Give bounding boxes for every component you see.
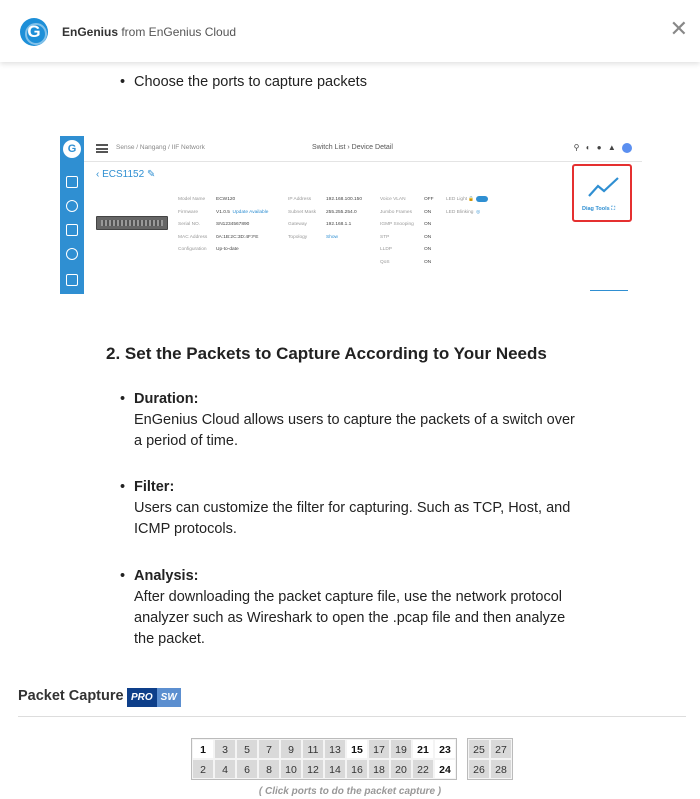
bullet-line: After downloading the packet capture file, use the network protocol bbox=[134, 589, 563, 605]
port-14[interactable]: 14 bbox=[324, 759, 346, 779]
monitor-icon bbox=[66, 176, 78, 188]
bullet-line: the packet. bbox=[134, 631, 205, 647]
grid-icon bbox=[66, 224, 78, 236]
info-label: Gateway bbox=[288, 222, 307, 227]
badge-sw: SW bbox=[157, 688, 181, 707]
port-2[interactable]: 2 bbox=[192, 759, 214, 779]
info-value: SN1234567890 bbox=[216, 222, 250, 227]
info-value: 0A:1B:2C:3D:4F:FE bbox=[216, 234, 259, 240]
phone-icon bbox=[66, 274, 78, 286]
bullet-dot: • bbox=[120, 74, 126, 90]
port-15[interactable]: 15 bbox=[346, 739, 368, 759]
info-label: IP Address bbox=[288, 197, 312, 202]
close-icon[interactable]: ✕ bbox=[669, 16, 688, 41]
info-label: Firmware bbox=[178, 209, 198, 215]
engenius-logo-icon: G bbox=[20, 18, 48, 46]
switch-image bbox=[96, 216, 168, 230]
screenshot-col1-labels bbox=[178, 194, 207, 257]
bullet-text: Choose the ports to capture packets bbox=[134, 74, 367, 90]
bullet-dot: • bbox=[120, 391, 126, 407]
firmware-value: V1.0.5 bbox=[216, 209, 230, 215]
port-19[interactable]: 19 bbox=[390, 739, 412, 759]
port-21[interactable]: 21 bbox=[412, 739, 434, 759]
led-light-row bbox=[446, 194, 488, 207]
info-value: 192.168.100.150 bbox=[326, 197, 363, 202]
port-5[interactable]: 5 bbox=[236, 739, 258, 759]
bullet-choose-ports bbox=[120, 72, 367, 93]
info-label: LLDP bbox=[380, 247, 392, 252]
info-label: Serial NO. bbox=[178, 222, 201, 227]
port-11[interactable]: 11 bbox=[302, 739, 324, 759]
port-25[interactable]: 25 bbox=[468, 739, 490, 759]
packet-capture-title: Packet Capture bbox=[18, 688, 124, 704]
info-value: ON bbox=[424, 222, 432, 227]
led-blinking-row bbox=[446, 207, 488, 220]
topology-show-link[interactable]: Show bbox=[326, 234, 338, 240]
port-24[interactable]: 24 bbox=[434, 759, 456, 779]
device-detail-screenshot bbox=[60, 136, 642, 294]
bullet-duration bbox=[120, 389, 575, 452]
info-value: ON bbox=[424, 209, 432, 215]
port-grid-sfp bbox=[467, 738, 513, 780]
bullet-label: Duration: bbox=[134, 391, 199, 407]
info-value: ECW120 bbox=[216, 197, 236, 202]
menu-icon bbox=[96, 144, 108, 153]
info-value: ON bbox=[424, 234, 432, 240]
bullet-line: a period of time. bbox=[134, 433, 238, 449]
bullet-line: analyzer such as Wireshark to open the .pcap file and then analyze bbox=[134, 610, 566, 626]
port-1[interactable]: 1 bbox=[192, 739, 214, 759]
chart-line-icon bbox=[588, 176, 620, 198]
info-label: QoS bbox=[380, 259, 390, 265]
port-hint: ( Click ports to do the packet capture ) bbox=[258, 786, 442, 797]
screenshot-col2-values bbox=[326, 194, 362, 244]
info-label: Configuration bbox=[178, 247, 207, 252]
port-7[interactable]: 7 bbox=[258, 739, 280, 759]
info-value: 255.255.254.0 bbox=[326, 209, 357, 215]
info-label: Subnet Mask bbox=[288, 209, 316, 215]
info-label: Model Name bbox=[178, 197, 206, 202]
port-13[interactable]: 13 bbox=[324, 739, 346, 759]
info-value: 192.168.1.1 bbox=[326, 222, 352, 227]
pro-sw-badge bbox=[127, 688, 181, 707]
port-10[interactable]: 10 bbox=[280, 759, 302, 779]
port-17[interactable]: 17 bbox=[368, 739, 390, 759]
screenshot-underline bbox=[590, 290, 628, 291]
screenshot-sidebar bbox=[60, 136, 84, 294]
screenshot-col2-labels bbox=[288, 194, 316, 244]
bullet-line: ICMP protocols. bbox=[134, 521, 237, 537]
info-label: Voice VLAN bbox=[380, 197, 406, 202]
port-27[interactable]: 27 bbox=[490, 739, 512, 759]
bullet-label: Filter: bbox=[134, 479, 175, 495]
bullet-line: EnGenius Cloud allows users to capture the packets of a switch over bbox=[134, 412, 575, 428]
port-20[interactable]: 20 bbox=[390, 759, 412, 779]
port-3[interactable]: 3 bbox=[214, 739, 236, 759]
cloud-icon bbox=[66, 248, 78, 260]
info-label: IGMP Snooping bbox=[380, 222, 414, 227]
bullet-dot: • bbox=[120, 479, 126, 495]
screenshot-col1-values bbox=[216, 194, 268, 257]
info-value: Up-to-date bbox=[216, 247, 239, 252]
dialog-header bbox=[0, 0, 700, 62]
update-available-link[interactable]: Update Available bbox=[232, 209, 269, 215]
divider bbox=[18, 716, 686, 717]
bullet-label: Analysis: bbox=[134, 568, 199, 584]
info-label: Jumbo Frames bbox=[380, 209, 412, 215]
port-16[interactable]: 16 bbox=[346, 759, 368, 779]
info-value: ON bbox=[424, 259, 432, 265]
port-12[interactable]: 12 bbox=[302, 759, 324, 779]
bullet-analysis bbox=[120, 566, 566, 650]
info-label: Topology bbox=[288, 234, 308, 240]
bullet-line: Users can customize the filter for capturing. Such as TCP, Host, and bbox=[134, 500, 571, 516]
sidebar-logo-icon: G bbox=[63, 140, 81, 158]
info-value: OFF bbox=[424, 197, 434, 202]
bullet-dot: • bbox=[120, 568, 126, 584]
screenshot-top-icons: ⚲ ◐ ● ▲ bbox=[574, 143, 632, 153]
port-4[interactable]: 4 bbox=[214, 759, 236, 779]
diag-tools-label: Diag Tools ⛶ bbox=[582, 206, 616, 212]
bullet-filter bbox=[120, 477, 571, 540]
section-heading: 2. Set the Packets to Capture According to Your Needs bbox=[106, 344, 547, 363]
badge-pro: PRO bbox=[127, 688, 157, 707]
port-18[interactable]: 18 bbox=[368, 759, 390, 779]
info-label: MAC Address bbox=[178, 234, 208, 240]
port-9[interactable]: 9 bbox=[280, 739, 302, 759]
screenshot-col3-labels bbox=[380, 194, 414, 269]
port-8[interactable]: 8 bbox=[258, 759, 280, 779]
app-source: from EnGenius Cloud bbox=[118, 25, 237, 39]
port-grid-main bbox=[191, 738, 457, 780]
port-6[interactable]: 6 bbox=[236, 759, 258, 779]
info-value bbox=[216, 207, 268, 220]
info-label: STP bbox=[380, 234, 390, 240]
user-icon bbox=[622, 143, 632, 153]
screenshot-center-title: Switch List › Device Detail bbox=[312, 144, 393, 151]
blink-icon[interactable]: ◎ bbox=[476, 209, 481, 215]
diag-tools-button[interactable] bbox=[572, 164, 632, 222]
screenshot-col3-values bbox=[424, 194, 434, 269]
port-22[interactable]: 22 bbox=[412, 759, 434, 779]
lock-icon: 🔒 bbox=[468, 197, 475, 202]
info-label: LED Blinking bbox=[446, 209, 474, 215]
screenshot-device-name: ‹ ECS1152 ✎ bbox=[96, 169, 156, 180]
led-light-toggle[interactable] bbox=[476, 196, 488, 202]
port-23[interactable]: 23 bbox=[434, 739, 456, 759]
screenshot-topbar bbox=[84, 136, 642, 162]
port-26[interactable]: 26 bbox=[468, 759, 490, 779]
port-28[interactable]: 28 bbox=[490, 759, 512, 779]
dialog-title bbox=[62, 25, 236, 39]
device-name-text: ECS1152 bbox=[102, 169, 145, 180]
screenshot-breadcrumb: Sense / Nangang / IIF Network bbox=[116, 144, 205, 151]
info-label: LED Light bbox=[446, 197, 468, 202]
info-value: ON bbox=[424, 247, 432, 252]
screenshot-col4 bbox=[446, 194, 488, 219]
gear-icon bbox=[66, 200, 78, 212]
app-name: EnGenius bbox=[62, 25, 119, 39]
